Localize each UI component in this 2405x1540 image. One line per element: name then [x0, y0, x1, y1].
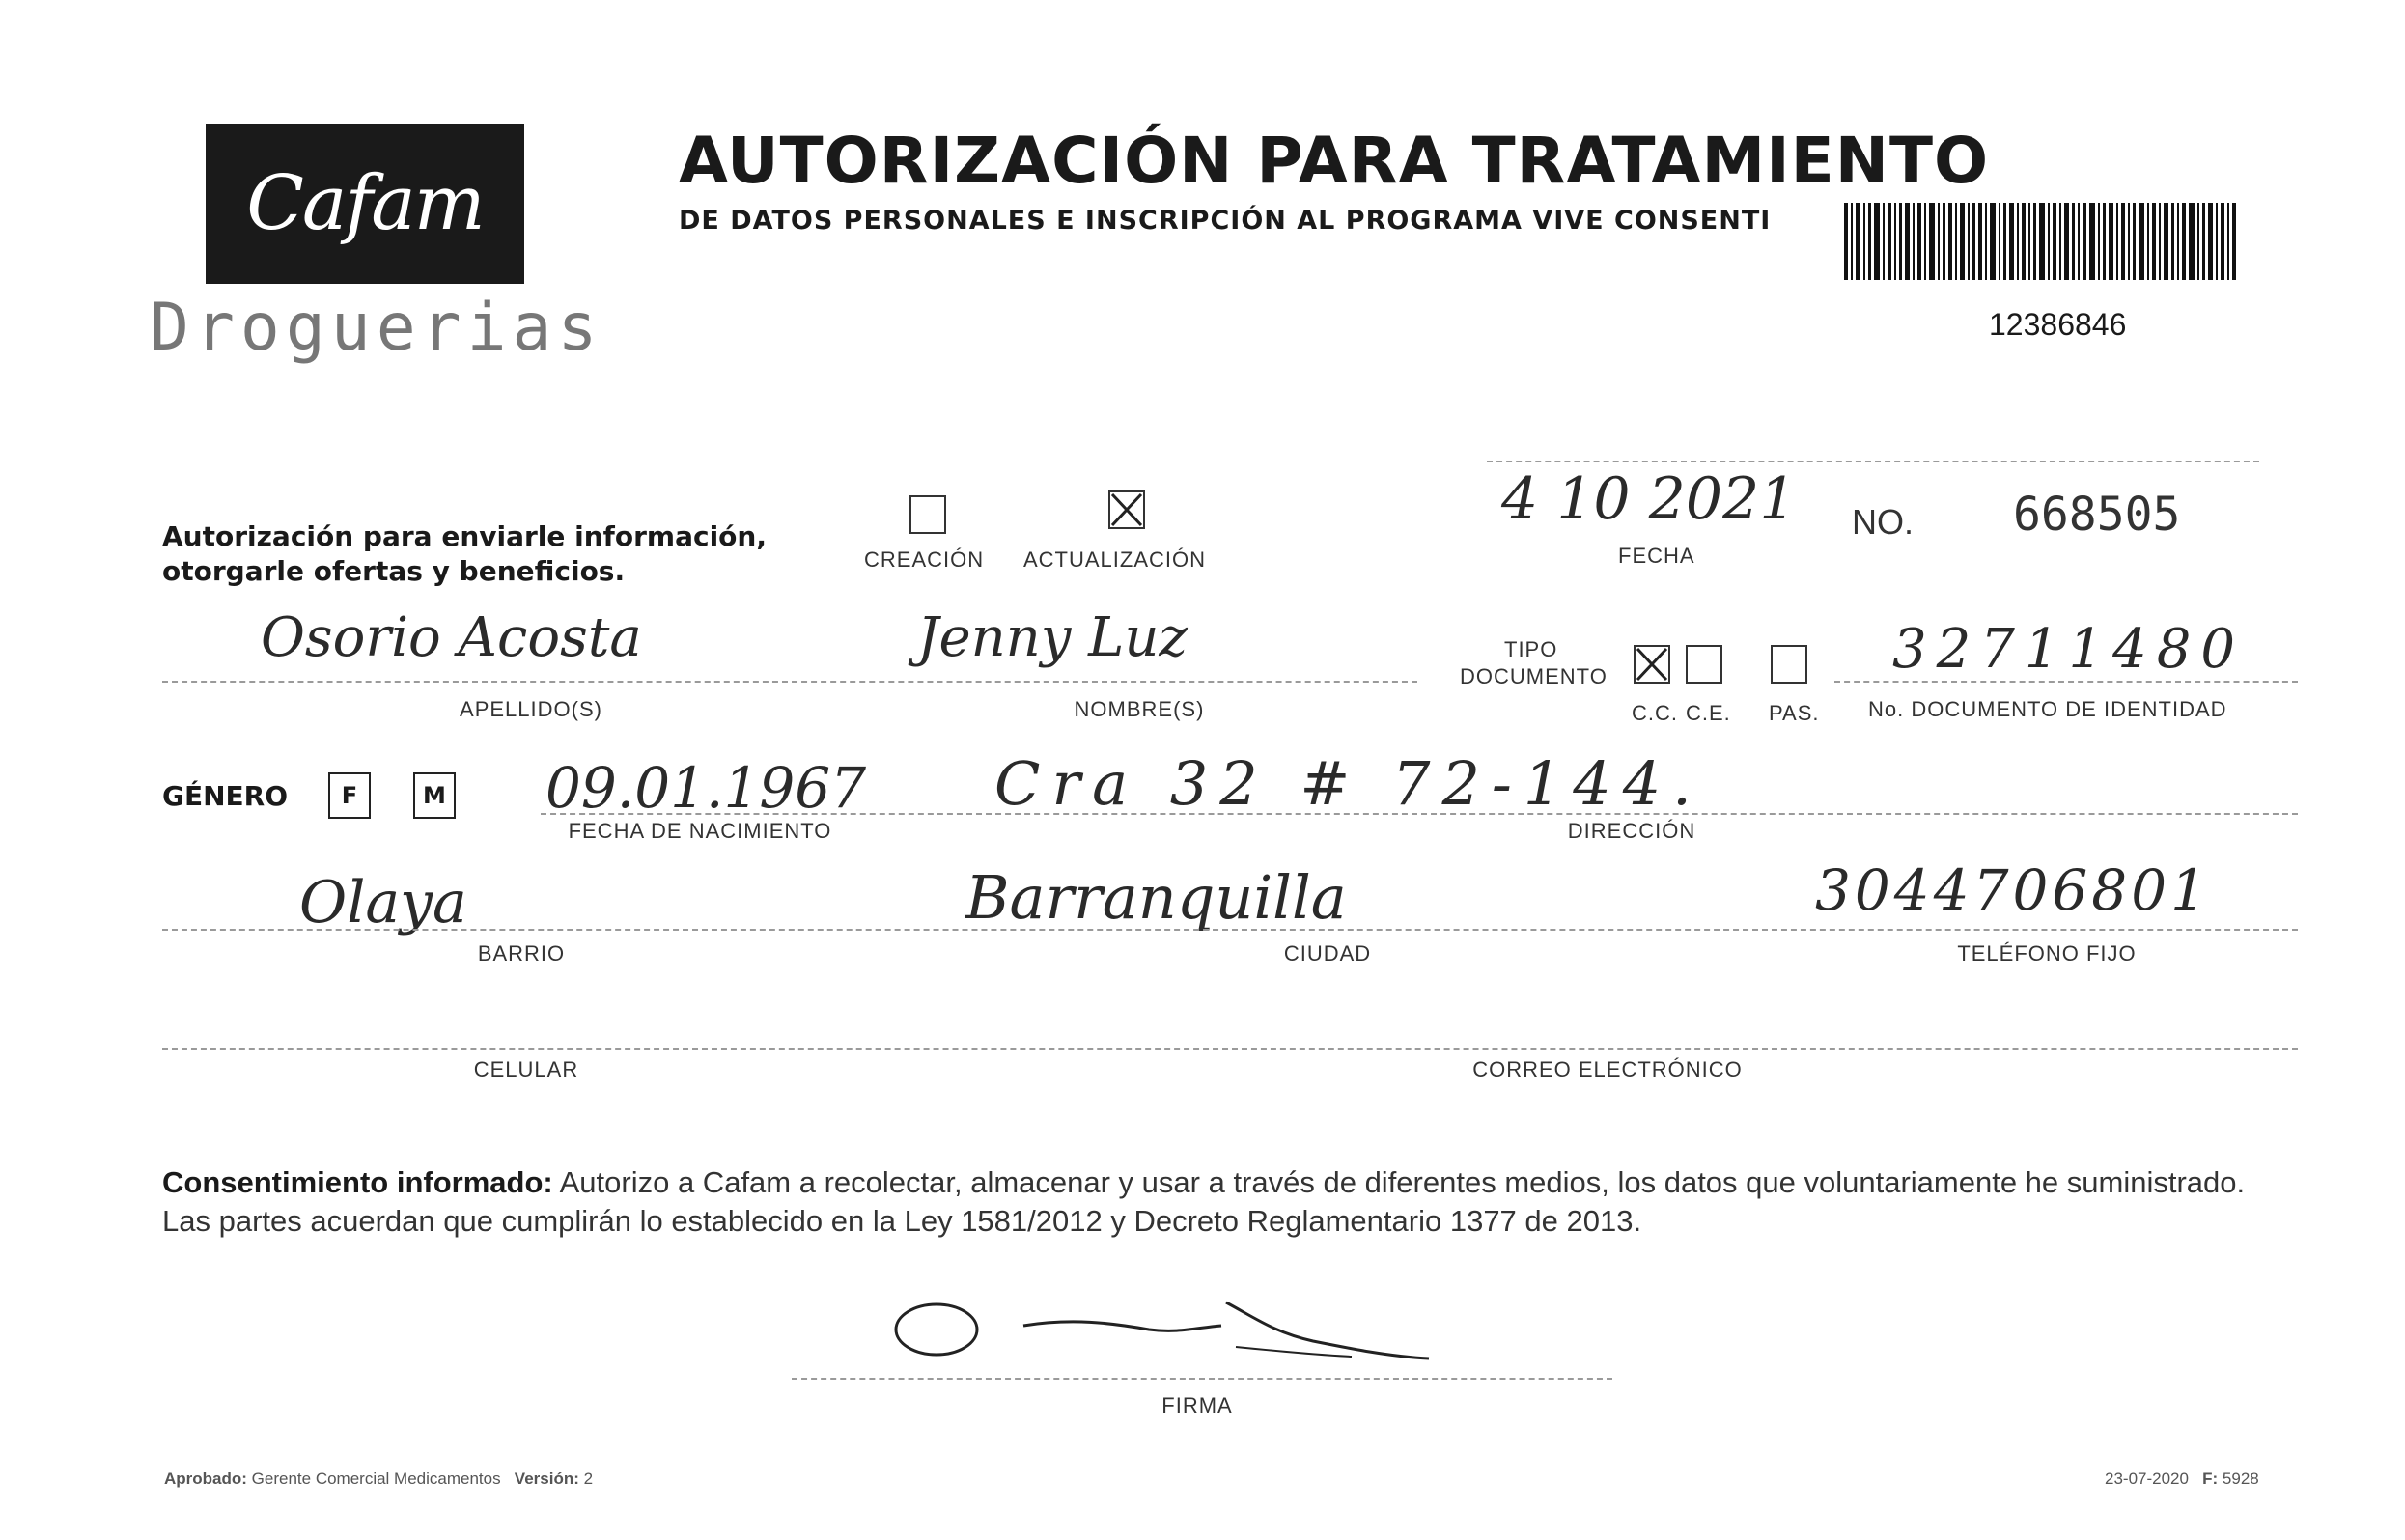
- gender-m-box[interactable]: M: [413, 772, 456, 819]
- form-title: AUTORIZACIÓN PARA TRATAMIENTO: [679, 124, 1990, 198]
- contact-dashed-line: [162, 1048, 2298, 1050]
- celular-label: CELULAR: [473, 1057, 579, 1081]
- no-value: 668505: [2013, 488, 2181, 542]
- footer-code: [2105, 1470, 2259, 1489]
- telefono-value[interactable]: 3044706801: [1815, 857, 2211, 923]
- city-dashed-line: [162, 929, 2298, 931]
- address-value[interactable]: Cra 32 # 72-144.: [994, 748, 1703, 819]
- consent-lead: Consentimiento informado:: [162, 1165, 553, 1199]
- footer-f-label: F:: [2202, 1470, 2219, 1488]
- signature-dashed-line: [792, 1378, 1612, 1380]
- pas-checkbox[interactable]: [1771, 645, 1807, 684]
- genero-label: GÉNERO: [162, 780, 289, 812]
- cc-label: C.C.: [1632, 701, 1678, 725]
- version-label: Versión:: [514, 1470, 579, 1488]
- barrio-value[interactable]: Olaya: [299, 869, 467, 937]
- form-subtitle: DE DATOS PERSONALES E INSCRIPCIÓN AL PROGRAMA VIVE CONSENTI: [679, 206, 1772, 236]
- correo-label: CORREO ELECTRÓNICO: [1472, 1057, 1743, 1081]
- ce-label: C.E.: [1686, 701, 1731, 725]
- actualizacion-label: ACTUALIZACIÓN: [1023, 547, 1207, 572]
- cafam-logo: [206, 124, 524, 284]
- signature-label: FIRMA: [1161, 1393, 1233, 1417]
- tipo-label-1: TIPO: [1504, 637, 1558, 661]
- ciudad-value[interactable]: Barranquilla: [965, 862, 1347, 933]
- intro-line-1: Autorización para enviarle información,: [162, 520, 767, 552]
- pas-label: PAS.: [1769, 701, 1820, 725]
- version-value: 2: [583, 1470, 594, 1488]
- telefono-label: TELÉFONO FIJO: [1957, 941, 2137, 966]
- aprobado-value: Gerente Comercial Medicamentos: [251, 1470, 501, 1488]
- doc-value[interactable]: 32711480: [1892, 618, 2246, 681]
- address-label: DIRECCIÓN: [1567, 819, 1696, 843]
- name-dashed-line: [162, 681, 1417, 683]
- nombres-label: NOMBRE(S): [1074, 697, 1205, 721]
- no-label: NO.: [1852, 502, 1915, 542]
- aprobado-label: Aprobado:: [164, 1470, 247, 1488]
- intro-line-2: otorgarle ofertas y beneficios.: [162, 555, 626, 587]
- footer-approval: [164, 1470, 593, 1489]
- apellidos-value[interactable]: Osorio Acosta: [261, 606, 642, 669]
- tipo-label-2: DOCUMENTO: [1460, 664, 1608, 688]
- intro-text: [162, 519, 767, 589]
- birth-value[interactable]: 09.01.1967: [545, 755, 867, 821]
- footer-date-code: 23-07-2020: [2105, 1470, 2189, 1488]
- consent-paragraph: [162, 1163, 2286, 1241]
- logo-text: Cafam: [246, 160, 484, 247]
- ce-checkbox[interactable]: [1686, 645, 1722, 684]
- cc-checkbox[interactable]: [1634, 645, 1670, 684]
- creacion-label: CREACIÓN: [864, 547, 985, 572]
- actualizacion-checkbox[interactable]: [1108, 490, 1145, 529]
- nombres-value[interactable]: Jenny Luz: [917, 606, 1188, 669]
- gender-f-box[interactable]: F: [328, 772, 371, 819]
- ciudad-label: CIUDAD: [1283, 941, 1372, 966]
- check-mark-icon: [1636, 647, 1668, 682]
- creacion-checkbox[interactable]: [909, 495, 946, 534]
- top-dashed-line: [1487, 461, 2259, 462]
- barrio-label: BARRIO: [477, 941, 566, 966]
- birth-label: FECHA DE NACIMIENTO: [568, 819, 832, 843]
- barcode-number: 12386846: [1989, 307, 2127, 342]
- signature-drawing: [888, 1279, 1448, 1386]
- doc-label: No. DOCUMENTO DE IDENTIDAD: [1868, 697, 2227, 721]
- drogueria-label: Droguerias: [150, 290, 603, 366]
- barcode: [1844, 203, 2236, 280]
- consent-text: Autorizo a Cafam a recolectar, almacenar y usar a través de diferentes medios, los datos que voluntariamente he suministrado. Las partes acuerdan que cumplirán lo establecido en la Ley 1581/2012 y Decreto Reglamentario 1377 de 2013.: [162, 1165, 2246, 1238]
- footer-f-value: 5928: [2222, 1470, 2259, 1488]
- fecha-value[interactable]: 4 10 2021: [1501, 465, 1797, 533]
- check-mark-icon: [1110, 492, 1143, 527]
- fecha-label: FECHA: [1618, 544, 1695, 568]
- doc-dashed-line: [1834, 681, 2298, 683]
- apellidos-label: APELLIDO(S): [460, 697, 602, 721]
